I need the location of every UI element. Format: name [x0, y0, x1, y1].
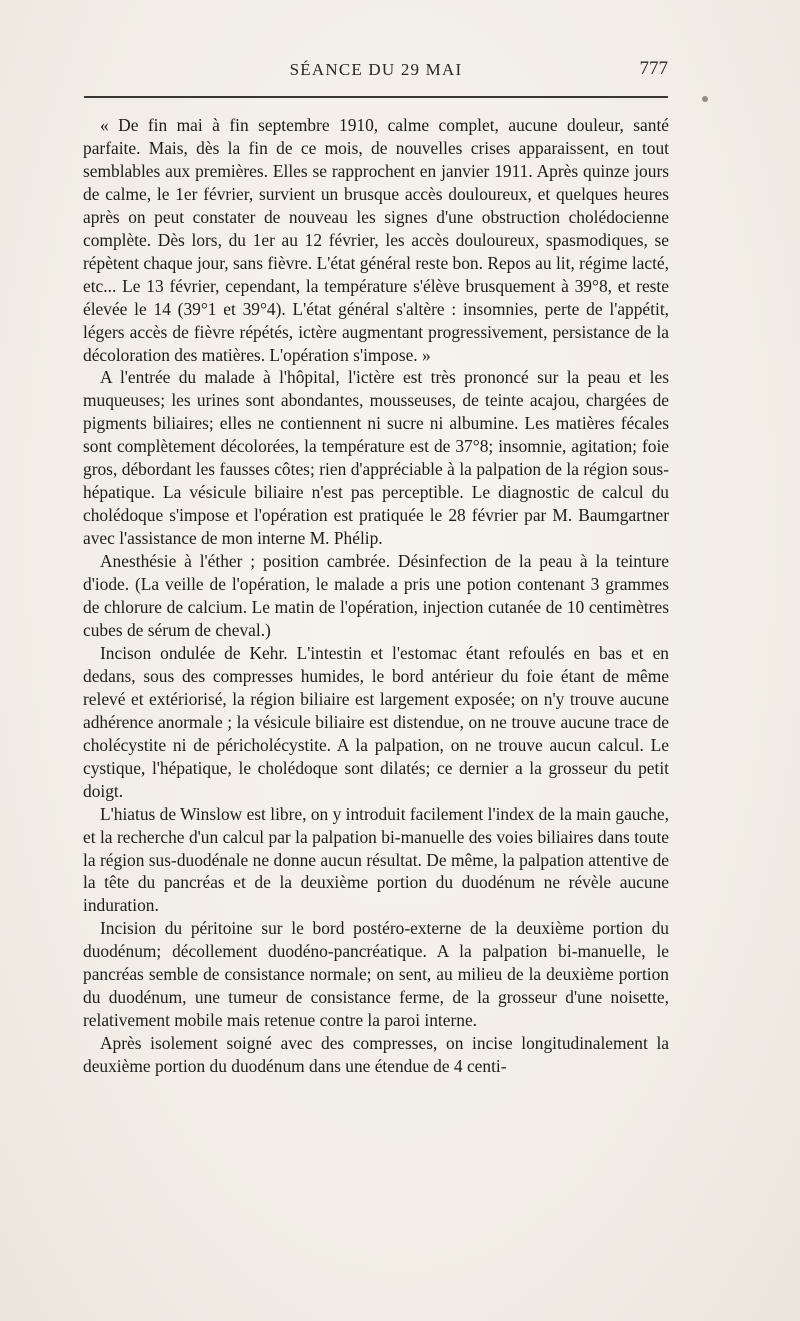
header-rule	[84, 96, 668, 98]
paragraph: Incison ondulée de Kehr. L'intestin et l'estomac étant refoulés en bas et en dedans, sous des compresses humides, le bord antérieur du foie étant de même relevé et extériorisé, la région biliaire est largement exposée; on n'y trouve aucune adhérence anormale ; la vésicule biliaire est distendue, on ne trouve aucune trace de cholécystite ni de péricholécystite. A la palpation, on ne trouve aucun calcul. Le cystique, l'hépatique, le cholédoque sont dilatés; ce dernier a la grosseur du petit doigt.	[83, 642, 669, 801]
paragraph: L'hiatus de Winslow est libre, on y introduit facilement l'index de la main gauche, et la recherche d'un calcul par la palpation bi-manuelle des voies biliaires dans toute la région sus-duodénale ne donne aucun résultat. De même, la palpation attentive de la tête du pancréas et de la deuxième portion du duodénum ne révèle aucune induration.	[83, 803, 669, 916]
ink-speck	[702, 96, 708, 102]
paragraph: A l'entrée du malade à l'hôpital, l'ictère est très prononcé sur la peau et les muqueuses; les urines sont abondantes, mousseuses, de teinte acajou, chargées de pigments biliaires; elles ne contiennent ni sucre ni albumine. Les matières fécales sont complètement décolorées, la température est de 37°8; insomnie, agitation; foie gros, débordant les fausses côtes; rien d'appréciable à la palpation de la région sous-hépatique. La vésicule biliaire n'est pas perceptible. Le diagnostic de calcul du cholédoque s'impose et l'opération est pratiquée le 28 février par M. Baumgartner avec l'assistance de mon interne M. Phélip.	[83, 367, 669, 549]
paragraph: « De fin mai à fin septembre 1910, calme complet, aucune douleur, santé parfaite. Mais, dès la fin de ce mois, de nouvelles crises apparaissent, en tout semblables aux premières. Elles se rapprochent en janvier 1911. Après quinze jours de calme, le 1er février, survient un brusque accès douloureux, et quelques heures après on peut constater de nouveau les signes d'une obstruction cholédocienne complète. Dès lors, du 1er au 12 février, les accès douloureux, spasmodiques, se répètent chaque jour, sans fièvre. L'état général reste bon. Repos au lit, régime lacté, etc... Le 13 février, cependant, la température s'élève brusquement à 39°8, et reste élevée le 14 (39°1 et 39°4). L'état général s'altère : insomnies, perte de l'appétit, légers accès de fièvre répétés, ictère augmentant progressivement, persistance de la décoloration des matières. L'opération s'impose. »	[83, 115, 669, 365]
page-number: 777	[639, 58, 668, 79]
paragraph: Après isolement soigné avec des compresses, on incise longitudinalement la deuxième portion du duodénum dans une étendue de 4 centi-	[83, 1033, 669, 1077]
paragraph: Anesthésie à l'éther ; position cambrée. Désinfection de la peau à la teinture d'iode. (La veille de l'opération, le malade a pris une potion contenant 3 grammes de chlorure de calcium. Le matin de l'opération, injection cutanée de 10 centimètres cubes de sérum de cheval.)	[83, 551, 669, 640]
body-text	[83, 114, 669, 1078]
running-head: SÉANCE DU 29 MAI	[289, 60, 463, 79]
page-header	[84, 58, 668, 86]
paragraph: Incision du péritoine sur le bord postéro-externe de la deuxième portion du duodénum; décollement duodéno-pancréatique. A la palpation bi-manuelle, le pancréas semble de consistance normale; on sent, au milieu de la deuxième portion du duodénum, une tumeur de consistance ferme, de la grosseur d'une noisette, relativement mobile mais retenue contre la paroi interne.	[83, 918, 669, 1031]
